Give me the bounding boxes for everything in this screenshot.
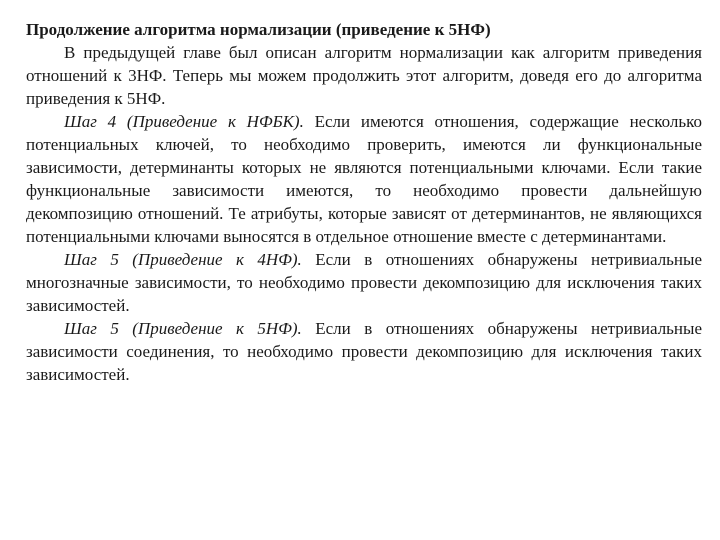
paragraph-step-4 <box>26 110 702 248</box>
step-label: Шаг 4 (Приведение к НФБК). <box>64 112 304 131</box>
paragraph-step-5-4nf <box>26 248 702 317</box>
step-label: Шаг 5 (Приведение к 4НФ). <box>64 250 302 269</box>
paragraph-text: Если в отношениях обнаружены нетривиальные многозначные зависимости, то необходимо провести декомпозицию для исключения таких зависимостей. <box>26 250 702 315</box>
step-label: Шаг 5 (Приведение к 5НФ). <box>64 319 302 338</box>
paragraph-step-5-5nf <box>26 317 702 386</box>
section-heading: Продолжение алгоритма нормализации (приведение к 5НФ) <box>26 20 491 39</box>
paragraph-text: Если имеются отношения, содержащие несколько потенциальных ключей, то необходимо проверить, имеются ли функциональные зависимости, детерминанты которых не являются потенциальными ключами. Если такие функциональные зависимости имеются, то необходимо провести дальнейшую декомпозицию отношений. Те атрибуты, которые зависят от детерминантов, не являющихся потенциальными ключами выносятся в отдельное отношение вместе с детерминантами. <box>26 112 702 246</box>
paragraph-text: В предыдущей главе был описан алгоритм нормализации как алгоритм приведения отношений к 3НФ. Теперь мы можем продолжить этот алгоритм, доведя его до алгоритма приведения к 5НФ. <box>26 43 702 108</box>
paragraph-text: Если в отношениях обнаружены нетривиальные зависимости соединения, то необходимо провести декомпозицию для исключения таких зависимостей. <box>26 319 702 384</box>
paragraph-intro <box>26 41 702 110</box>
document-page <box>26 18 702 386</box>
